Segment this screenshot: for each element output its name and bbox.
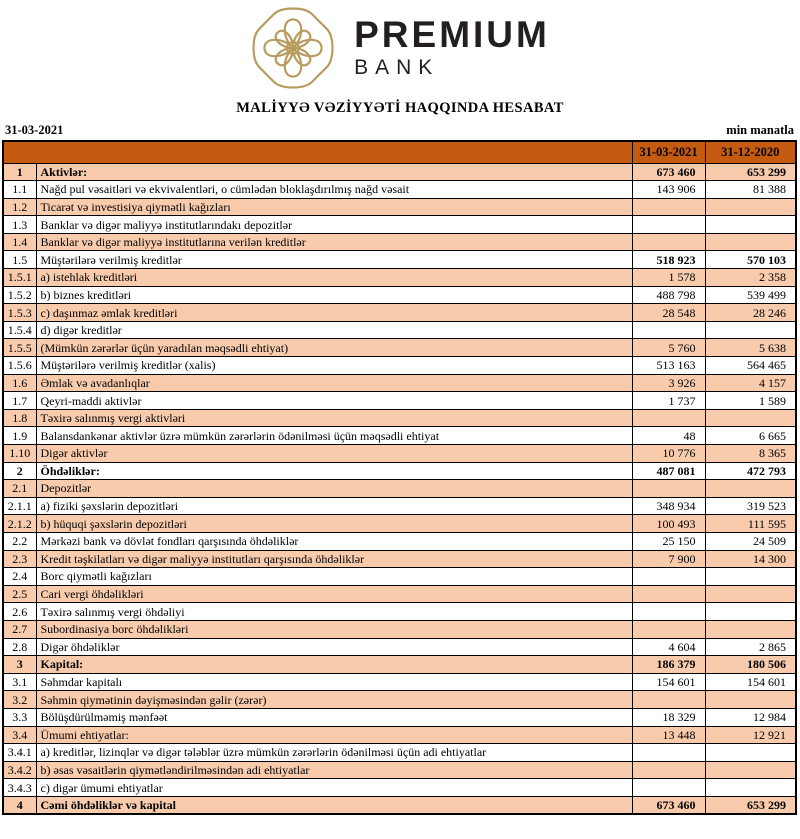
row-label: Kredit təşkilatları və digər maliyyə institutları qarşısında öhdəliklər (36, 550, 632, 568)
table-row (3, 638, 796, 656)
row-number: 1.3 (3, 216, 36, 234)
table-row (3, 779, 796, 797)
row-number: 3.4.2 (3, 761, 36, 779)
row-number: 2.7 (3, 620, 36, 638)
row-value-current: 518 923 (632, 251, 705, 269)
bank-logo-text (354, 16, 550, 80)
row-label: b) hüquqi şəxslərin depozitləri (36, 515, 632, 533)
row-label: c) digər ümumi ehtiyatlar (36, 779, 632, 797)
column-header-prior-period: 31-12-2020 (705, 141, 796, 163)
row-number: 3.3 (3, 708, 36, 726)
row-label: Cari vergi öhdəlikləri (36, 585, 632, 603)
report-meta-row (0, 123, 800, 138)
row-value-prior: 180 506 (705, 656, 796, 674)
row-value-current (632, 691, 705, 709)
row-label: Banklar və digər maliyyə institutlarındakı depozitlər (36, 216, 632, 234)
row-value-current: 100 493 (632, 515, 705, 533)
row-number: 1.10 (3, 445, 36, 463)
row-number: 2.6 (3, 603, 36, 621)
row-value-current (632, 321, 705, 339)
bank-name-sub: BANK (354, 55, 440, 79)
row-value-prior: 154 601 (705, 673, 796, 691)
row-label: Təxirə salınmış vergi aktivləri (36, 409, 632, 427)
row-value-current: 348 934 (632, 497, 705, 515)
table-row (3, 691, 796, 709)
row-value-current: 154 601 (632, 673, 705, 691)
table-row (3, 304, 796, 322)
row-value-prior: 24 509 (705, 532, 796, 550)
table-row (3, 796, 796, 814)
row-number: 3.1 (3, 673, 36, 691)
table-row (3, 620, 796, 638)
row-label: Əmlak və avadanlıqlar (36, 374, 632, 392)
table-row (3, 339, 796, 357)
row-value-current: 673 460 (632, 163, 705, 181)
row-value-prior: 1 589 (705, 392, 796, 410)
row-value-current: 10 776 (632, 445, 705, 463)
row-value-current: 25 150 (632, 532, 705, 550)
row-value-prior: 81 388 (705, 181, 796, 199)
row-value-prior: 12 984 (705, 708, 796, 726)
row-value-prior: 12 921 (705, 726, 796, 744)
row-label: Depozitlər (36, 480, 632, 498)
table-row (3, 181, 796, 199)
row-value-current: 143 906 (632, 181, 705, 199)
table-row (3, 761, 796, 779)
table-row (3, 550, 796, 568)
row-value-prior: 6 665 (705, 427, 796, 445)
row-value-current (632, 216, 705, 234)
table-row (3, 445, 796, 463)
row-label: c) daşınmaz əmlak kreditləri (36, 304, 632, 322)
row-value-prior: 8 365 (705, 445, 796, 463)
table-row (3, 198, 796, 216)
table-row (3, 532, 796, 550)
row-value-prior: 2 865 (705, 638, 796, 656)
row-label: Ticarət və investisiya qiymətli kağızları (36, 198, 632, 216)
row-value-prior (705, 585, 796, 603)
table-row (3, 673, 796, 691)
table-row (3, 233, 796, 251)
table-row (3, 603, 796, 621)
row-number: 1.5.4 (3, 321, 36, 339)
row-number: 1.5.1 (3, 269, 36, 287)
row-value-prior: 28 246 (705, 304, 796, 322)
table-row (3, 392, 796, 410)
row-label: Mərkəzi bank və dövlət fondları qarşısında öhdəliklər (36, 532, 632, 550)
row-label: Ümumi ehtiyatlar: (36, 726, 632, 744)
row-value-current (632, 409, 705, 427)
row-value-current (632, 761, 705, 779)
row-number: 1.4 (3, 233, 36, 251)
row-label: Təxirə salınmış vergi öhdəliyi (36, 603, 632, 621)
row-label: Öhdəliklər: (36, 462, 632, 480)
row-number: 1.1 (3, 181, 36, 199)
row-number: 1.8 (3, 409, 36, 427)
row-value-prior: 4 157 (705, 374, 796, 392)
row-value-prior (705, 620, 796, 638)
row-number: 2.5 (3, 585, 36, 603)
row-label: Səhmdar kapitalı (36, 673, 632, 691)
row-number: 3.4 (3, 726, 36, 744)
row-value-prior (705, 233, 796, 251)
row-number: 1.7 (3, 392, 36, 410)
row-value-current: 4 604 (632, 638, 705, 656)
table-row (3, 744, 796, 762)
row-value-prior: 472 793 (705, 462, 796, 480)
header-spacer-cell (3, 141, 632, 163)
row-number: 1.2 (3, 198, 36, 216)
row-value-prior (705, 409, 796, 427)
row-value-prior (705, 568, 796, 586)
row-label: Səhmin qiymətinin dəyişməsindən gəlir (zərər) (36, 691, 632, 709)
row-label: a) istehlak kreditləri (36, 269, 632, 287)
row-label: (Mümkün zərərlər üçün yaradılan məqsədli ehtiyat) (36, 339, 632, 357)
row-value-current: 186 379 (632, 656, 705, 674)
row-number: 3.4.1 (3, 744, 36, 762)
row-value-prior (705, 198, 796, 216)
row-value-current (632, 744, 705, 762)
row-value-current: 513 163 (632, 357, 705, 375)
row-value-prior: 14 300 (705, 550, 796, 568)
row-value-current (632, 233, 705, 251)
row-value-current (632, 480, 705, 498)
row-number: 1.5 (3, 251, 36, 269)
row-label: Müştərilərə verilmiş kreditlər (36, 251, 632, 269)
table-row (3, 656, 796, 674)
row-value-prior (705, 744, 796, 762)
row-number: 2.1.1 (3, 497, 36, 515)
table-row (3, 726, 796, 744)
row-label: Aktivlər: (36, 163, 632, 181)
row-label: Kapital: (36, 656, 632, 674)
row-number: 1 (3, 163, 36, 181)
table-row (3, 163, 796, 181)
row-number: 1.9 (3, 427, 36, 445)
row-number: 2 (3, 462, 36, 480)
table-row (3, 216, 796, 234)
bank-logo (0, 0, 800, 92)
row-number: 2.2 (3, 532, 36, 550)
row-label: Bölüşdürülməmiş mənfəət (36, 708, 632, 726)
row-value-current: 7 900 (632, 550, 705, 568)
row-value-current: 13 448 (632, 726, 705, 744)
row-value-current: 3 926 (632, 374, 705, 392)
row-label: Müştərilərə verilmiş kreditlər (xalis) (36, 357, 632, 375)
row-number: 3.4.3 (3, 779, 36, 797)
row-value-prior (705, 321, 796, 339)
row-value-current: 1 737 (632, 392, 705, 410)
row-value-prior: 653 299 (705, 163, 796, 181)
row-label: Qeyri-maddi aktivlər (36, 392, 632, 410)
report-date: 31-03-2021 (5, 123, 64, 137)
row-label: a) fiziki şəxslərin depozitləri (36, 497, 632, 515)
row-value-prior (705, 761, 796, 779)
row-number: 2.1 (3, 480, 36, 498)
table-header-row (3, 141, 796, 163)
row-value-prior (705, 691, 796, 709)
table-row (3, 374, 796, 392)
report-title: MALİYYƏ VƏZİYYƏTİ HAQQINDA HESABAT (236, 100, 564, 116)
table-row (3, 251, 796, 269)
financial-position-table (2, 140, 797, 815)
row-value-current: 673 460 (632, 796, 705, 814)
row-value-current (632, 198, 705, 216)
row-value-prior: 564 465 (705, 357, 796, 375)
celtic-knot-emblem-icon (250, 6, 336, 90)
table-row (3, 357, 796, 375)
row-value-current: 1 578 (632, 269, 705, 287)
row-value-current (632, 568, 705, 586)
table-row (3, 427, 796, 445)
row-number: 3 (3, 656, 36, 674)
row-label: Cəmi öhdəliklər və kapital (36, 796, 632, 814)
column-header-current-period: 31-03-2021 (632, 141, 705, 163)
row-label: Balansdankənar aktivlər üzrə mümkün zərərlərin ödənilməsi üçün məqsədli ehtiyat (36, 427, 632, 445)
table-row (3, 568, 796, 586)
row-number: 1.5.2 (3, 286, 36, 304)
row-value-prior (705, 603, 796, 621)
table-row (3, 480, 796, 498)
row-value-prior (705, 480, 796, 498)
report-table-body (3, 163, 796, 814)
row-label: Nağd pul vəsaitləri və ekvivalentləri, o cümlədən bloklaşdırılmış nağd vəsait (36, 181, 632, 199)
row-number: 1.5.5 (3, 339, 36, 357)
row-label: Banklar və digər maliyyə institutlarına verilən kreditlər (36, 233, 632, 251)
row-value-prior: 2 358 (705, 269, 796, 287)
row-value-current (632, 585, 705, 603)
row-label: a) kreditlər, lizinqlər və digər tələblər üzrə mümkün zərərlərin ödənilməsi üçün adi ehtiyatlar (36, 744, 632, 762)
table-row (3, 515, 796, 533)
table-row (3, 409, 796, 427)
table-row (3, 708, 796, 726)
row-value-prior: 5 638 (705, 339, 796, 357)
row-number: 2.1.2 (3, 515, 36, 533)
unit-note: min manatla (726, 123, 794, 137)
table-row (3, 585, 796, 603)
row-value-prior: 653 299 (705, 796, 796, 814)
row-number: 2.4 (3, 568, 36, 586)
row-number: 2.8 (3, 638, 36, 656)
row-value-current (632, 779, 705, 797)
row-value-current: 488 798 (632, 286, 705, 304)
row-value-current: 18 329 (632, 708, 705, 726)
row-number: 1.5.6 (3, 357, 36, 375)
row-value-current: 48 (632, 427, 705, 445)
table-row (3, 321, 796, 339)
row-number: 3.2 (3, 691, 36, 709)
row-value-current: 5 760 (632, 339, 705, 357)
row-value-prior: 539 499 (705, 286, 796, 304)
row-label: Digər aktivlər (36, 445, 632, 463)
row-value-current: 28 548 (632, 304, 705, 322)
bank-name: PREMIUM (354, 14, 550, 56)
table-row (3, 286, 796, 304)
row-label: Subordinasiya borc öhdəlikləri (36, 620, 632, 638)
row-label: d) digər kreditlər (36, 321, 632, 339)
row-label: Digər öhdəliklər (36, 638, 632, 656)
row-value-current: 487 081 (632, 462, 705, 480)
row-value-current (632, 603, 705, 621)
row-number: 1.5.3 (3, 304, 36, 322)
row-label: b) biznes kreditləri (36, 286, 632, 304)
row-value-prior: 319 523 (705, 497, 796, 515)
table-row (3, 269, 796, 287)
row-label: Borc qiymətli kağızları (36, 568, 632, 586)
row-value-prior: 111 595 (705, 515, 796, 533)
row-number: 1.6 (3, 374, 36, 392)
row-value-prior: 570 103 (705, 251, 796, 269)
table-row (3, 497, 796, 515)
row-value-current (632, 620, 705, 638)
row-value-prior (705, 779, 796, 797)
row-label: b) əsas vəsaitlərin qiymətləndirilməsindən adi ehtiyatlar (36, 761, 632, 779)
row-value-prior (705, 216, 796, 234)
row-number: 4 (3, 796, 36, 814)
table-row (3, 462, 796, 480)
row-number: 2.3 (3, 550, 36, 568)
